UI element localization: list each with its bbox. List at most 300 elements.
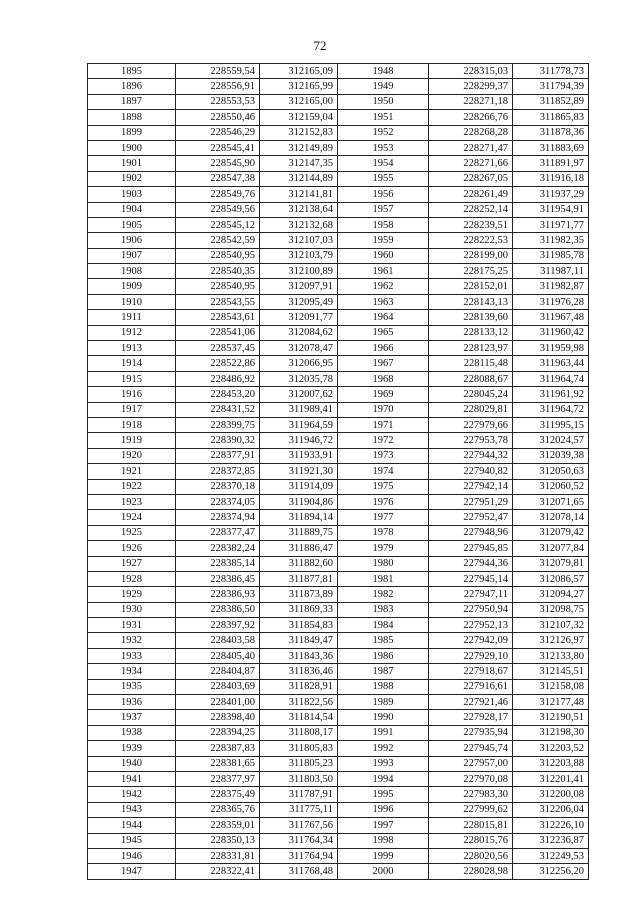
y-coordinate-cell: 311985,78 <box>513 248 589 263</box>
y-coordinate-cell: 311787,91 <box>260 787 338 802</box>
table-row <box>88 818 589 833</box>
y-coordinate-cell: 311768,48 <box>260 864 338 879</box>
point-number-cell: 1924 <box>88 510 176 525</box>
x-coordinate-cell: 228541,06 <box>176 325 260 340</box>
y-coordinate-cell: 312039,38 <box>513 448 589 463</box>
point-number-cell: 1915 <box>88 371 176 386</box>
y-coordinate-cell: 312206,04 <box>513 802 589 817</box>
x-coordinate-cell: 228549,56 <box>176 202 260 217</box>
y-coordinate-cell: 312094,27 <box>513 587 589 602</box>
x-coordinate-cell: 228399,75 <box>176 417 260 432</box>
y-coordinate-cell: 311882,60 <box>260 556 338 571</box>
point-number-cell: 1931 <box>88 618 176 633</box>
y-coordinate-cell: 311964,59 <box>260 417 338 432</box>
point-number-cell: 1971 <box>338 417 429 432</box>
table-row <box>88 217 589 232</box>
x-coordinate-cell: 227944,36 <box>429 556 513 571</box>
point-number-cell: 1974 <box>338 464 429 479</box>
x-coordinate-cell: 228385,14 <box>176 556 260 571</box>
table-row <box>88 771 589 786</box>
x-coordinate-cell: 228381,65 <box>176 756 260 771</box>
point-number-cell: 1975 <box>338 479 429 494</box>
point-number-cell: 1899 <box>88 125 176 140</box>
y-coordinate-cell: 312100,89 <box>260 264 338 279</box>
point-number-cell: 1964 <box>338 310 429 325</box>
y-coordinate-cell: 312141,81 <box>260 187 338 202</box>
table-row <box>88 633 589 648</box>
table-row <box>88 310 589 325</box>
x-coordinate-cell: 228522,86 <box>176 356 260 371</box>
y-coordinate-cell: 311989,41 <box>260 402 338 417</box>
y-coordinate-cell: 311987,11 <box>513 264 589 279</box>
y-coordinate-cell: 311964,74 <box>513 371 589 386</box>
point-number-cell: 1968 <box>338 371 429 386</box>
x-coordinate-cell: 228397,92 <box>176 618 260 633</box>
point-number-cell: 1897 <box>88 94 176 109</box>
y-coordinate-cell: 312097,91 <box>260 279 338 294</box>
point-number-cell: 1981 <box>338 571 429 586</box>
point-number-cell: 1960 <box>338 248 429 263</box>
table-row <box>88 233 589 248</box>
y-coordinate-cell: 311982,35 <box>513 233 589 248</box>
y-coordinate-cell: 312035,78 <box>260 371 338 386</box>
point-number-cell: 1954 <box>338 156 429 171</box>
y-coordinate-cell: 311852,89 <box>513 94 589 109</box>
x-coordinate-cell: 228556,91 <box>176 79 260 94</box>
x-coordinate-cell: 228252,14 <box>429 202 513 217</box>
y-coordinate-cell: 311878,36 <box>513 125 589 140</box>
page-number: 72 <box>313 38 327 53</box>
x-coordinate-cell: 228540,35 <box>176 264 260 279</box>
y-coordinate-cell: 312133,80 <box>513 648 589 663</box>
x-coordinate-cell: 227947,11 <box>429 587 513 602</box>
y-coordinate-cell: 312256,20 <box>513 864 589 879</box>
point-number-cell: 1950 <box>338 94 429 109</box>
point-number-cell: 1925 <box>88 525 176 540</box>
x-coordinate-cell: 228386,50 <box>176 602 260 617</box>
y-coordinate-cell: 312050,63 <box>513 464 589 479</box>
point-number-cell: 1958 <box>338 217 429 232</box>
point-number-cell: 1901 <box>88 156 176 171</box>
y-coordinate-cell: 311822,56 <box>260 695 338 710</box>
point-number-cell: 1919 <box>88 433 176 448</box>
point-number-cell: 1951 <box>338 110 429 125</box>
table-row <box>88 464 589 479</box>
table-row <box>88 864 589 879</box>
x-coordinate-cell: 227929,10 <box>429 648 513 663</box>
y-coordinate-cell: 312103,79 <box>260 248 338 263</box>
y-coordinate-cell: 312149,89 <box>260 140 338 155</box>
point-number-cell: 1909 <box>88 279 176 294</box>
point-number-cell: 1932 <box>88 633 176 648</box>
x-coordinate-cell: 228133,12 <box>429 325 513 340</box>
y-coordinate-cell: 312165,09 <box>260 64 338 79</box>
y-coordinate-cell: 312165,00 <box>260 94 338 109</box>
x-coordinate-cell: 228559,54 <box>176 64 260 79</box>
point-number-cell: 1938 <box>88 725 176 740</box>
y-coordinate-cell: 312091,77 <box>260 310 338 325</box>
point-number-cell: 1966 <box>338 341 429 356</box>
y-coordinate-cell: 312152,83 <box>260 125 338 140</box>
point-number-cell: 1904 <box>88 202 176 217</box>
table-row <box>88 695 589 710</box>
y-coordinate-cell: 311805,23 <box>260 756 338 771</box>
point-number-cell: 1979 <box>338 541 429 556</box>
x-coordinate-cell: 228088,67 <box>429 371 513 386</box>
y-coordinate-cell: 312249,53 <box>513 848 589 863</box>
y-coordinate-cell: 312084,62 <box>260 325 338 340</box>
point-number-cell: 1992 <box>338 741 429 756</box>
point-number-cell: 1967 <box>338 356 429 371</box>
y-coordinate-cell: 311894,14 <box>260 510 338 525</box>
point-number-cell: 1988 <box>338 679 429 694</box>
point-number-cell: 1903 <box>88 187 176 202</box>
x-coordinate-cell: 228222,53 <box>429 233 513 248</box>
y-coordinate-cell: 312086,57 <box>513 571 589 586</box>
y-coordinate-cell: 311767,56 <box>260 818 338 833</box>
table-row <box>88 279 589 294</box>
x-coordinate-cell: 228271,47 <box>429 140 513 155</box>
x-coordinate-cell: 228139,60 <box>429 310 513 325</box>
y-coordinate-cell: 311828,91 <box>260 679 338 694</box>
x-coordinate-cell: 228377,47 <box>176 525 260 540</box>
y-coordinate-cell: 311814,54 <box>260 710 338 725</box>
x-coordinate-cell: 228115,48 <box>429 356 513 371</box>
y-coordinate-cell: 312126,97 <box>513 633 589 648</box>
table-row <box>88 79 589 94</box>
y-coordinate-cell: 311836,46 <box>260 664 338 679</box>
x-coordinate-cell: 228377,91 <box>176 448 260 463</box>
point-number-cell: 1941 <box>88 771 176 786</box>
point-number-cell: 1999 <box>338 848 429 863</box>
x-coordinate-cell: 228377,97 <box>176 771 260 786</box>
y-coordinate-cell: 311849,47 <box>260 633 338 648</box>
x-coordinate-cell: 228199,00 <box>429 248 513 263</box>
x-coordinate-cell: 227999,62 <box>429 802 513 817</box>
x-coordinate-cell: 228404,87 <box>176 664 260 679</box>
table-row <box>88 417 589 432</box>
y-coordinate-cell: 312201,41 <box>513 771 589 786</box>
table-row <box>88 341 589 356</box>
table-row <box>88 648 589 663</box>
y-coordinate-cell: 312107,32 <box>513 618 589 633</box>
table-row <box>88 448 589 463</box>
point-number-cell: 1911 <box>88 310 176 325</box>
y-coordinate-cell: 312132,68 <box>260 217 338 232</box>
x-coordinate-cell: 227953,78 <box>429 433 513 448</box>
x-coordinate-cell: 228374,94 <box>176 510 260 525</box>
x-coordinate-cell: 228350,13 <box>176 833 260 848</box>
point-number-cell: 1946 <box>88 848 176 863</box>
point-number-cell: 1937 <box>88 710 176 725</box>
y-coordinate-cell: 312024,57 <box>513 433 589 448</box>
x-coordinate-cell: 228370,18 <box>176 479 260 494</box>
y-coordinate-cell: 312060,52 <box>513 479 589 494</box>
point-number-cell: 1923 <box>88 494 176 509</box>
y-coordinate-cell: 312145,51 <box>513 664 589 679</box>
x-coordinate-cell: 228537,45 <box>176 341 260 356</box>
y-coordinate-cell: 311959,98 <box>513 341 589 356</box>
x-coordinate-cell: 228394,25 <box>176 725 260 740</box>
y-coordinate-cell: 311937,29 <box>513 187 589 202</box>
x-coordinate-cell: 227951,29 <box>429 494 513 509</box>
y-coordinate-cell: 312079,81 <box>513 556 589 571</box>
point-number-cell: 1970 <box>338 402 429 417</box>
point-number-cell: 1978 <box>338 525 429 540</box>
y-coordinate-cell: 311775,11 <box>260 802 338 817</box>
point-number-cell: 1980 <box>338 556 429 571</box>
point-number-cell: 1984 <box>338 618 429 633</box>
point-number-cell: 1944 <box>88 818 176 833</box>
x-coordinate-cell: 228387,83 <box>176 741 260 756</box>
table-row <box>88 679 589 694</box>
y-coordinate-cell: 312107,03 <box>260 233 338 248</box>
point-number-cell: 1918 <box>88 417 176 432</box>
point-number-cell: 1895 <box>88 64 176 79</box>
point-number-cell: 1961 <box>338 264 429 279</box>
y-coordinate-cell: 312236,87 <box>513 833 589 848</box>
x-coordinate-cell: 228540,95 <box>176 279 260 294</box>
x-coordinate-cell: 228545,90 <box>176 156 260 171</box>
x-coordinate-cell: 228374,05 <box>176 494 260 509</box>
y-coordinate-cell: 312078,14 <box>513 510 589 525</box>
point-number-cell: 1940 <box>88 756 176 771</box>
y-coordinate-cell: 312071,65 <box>513 494 589 509</box>
y-coordinate-cell: 311916,18 <box>513 171 589 186</box>
point-number-cell: 1907 <box>88 248 176 263</box>
table-row <box>88 356 589 371</box>
point-number-cell: 1917 <box>88 402 176 417</box>
point-number-cell: 1921 <box>88 464 176 479</box>
table-row <box>88 525 589 540</box>
x-coordinate-cell: 228267,05 <box>429 171 513 186</box>
y-coordinate-cell: 311794,39 <box>513 79 589 94</box>
x-coordinate-cell: 228546,29 <box>176 125 260 140</box>
point-number-cell: 1952 <box>338 125 429 140</box>
y-coordinate-cell: 311995,15 <box>513 417 589 432</box>
x-coordinate-cell: 227970,08 <box>429 771 513 786</box>
point-number-cell: 1948 <box>338 64 429 79</box>
x-coordinate-cell: 228453,20 <box>176 387 260 402</box>
x-coordinate-cell: 228152,01 <box>429 279 513 294</box>
y-coordinate-cell: 311805,83 <box>260 741 338 756</box>
y-coordinate-cell: 312077,84 <box>513 541 589 556</box>
table-row <box>88 587 589 602</box>
x-coordinate-cell: 228386,93 <box>176 587 260 602</box>
point-number-cell: 1898 <box>88 110 176 125</box>
point-number-cell: 1993 <box>338 756 429 771</box>
point-number-cell: 1920 <box>88 448 176 463</box>
point-number-cell: 1947 <box>88 864 176 879</box>
point-number-cell: 1973 <box>338 448 429 463</box>
table-row <box>88 741 589 756</box>
point-number-cell: 1933 <box>88 648 176 663</box>
table-row <box>88 602 589 617</box>
x-coordinate-cell: 227944,32 <box>429 448 513 463</box>
point-number-cell: 1930 <box>88 602 176 617</box>
table-row <box>88 802 589 817</box>
x-coordinate-cell: 228543,61 <box>176 310 260 325</box>
table-row <box>88 756 589 771</box>
table-row <box>88 402 589 417</box>
point-number-cell: 1962 <box>338 279 429 294</box>
x-coordinate-cell: 228015,81 <box>429 818 513 833</box>
point-number-cell: 1936 <box>88 695 176 710</box>
y-coordinate-cell: 311904,86 <box>260 494 338 509</box>
point-number-cell: 2000 <box>338 864 429 879</box>
y-coordinate-cell: 311967,48 <box>513 310 589 325</box>
point-number-cell: 1913 <box>88 341 176 356</box>
x-coordinate-cell: 227957,00 <box>429 756 513 771</box>
coordinates-table <box>87 63 589 880</box>
coordinates-table-body <box>88 64 589 880</box>
point-number-cell: 1969 <box>338 387 429 402</box>
table-row <box>88 494 589 509</box>
x-coordinate-cell: 227916,61 <box>429 679 513 694</box>
x-coordinate-cell: 228359,01 <box>176 818 260 833</box>
point-number-cell: 1943 <box>88 802 176 817</box>
point-number-cell: 1990 <box>338 710 429 725</box>
x-coordinate-cell: 228261,49 <box>429 187 513 202</box>
x-coordinate-cell: 228540,95 <box>176 248 260 263</box>
y-coordinate-cell: 312144,89 <box>260 171 338 186</box>
y-coordinate-cell: 311933,91 <box>260 448 338 463</box>
table-row <box>88 125 589 140</box>
x-coordinate-cell: 228545,12 <box>176 217 260 232</box>
y-coordinate-cell: 311964,72 <box>513 402 589 417</box>
y-coordinate-cell: 312066,95 <box>260 356 338 371</box>
point-number-cell: 1972 <box>338 433 429 448</box>
y-coordinate-cell: 312007,62 <box>260 387 338 402</box>
table-row <box>88 787 589 802</box>
point-number-cell: 1986 <box>338 648 429 663</box>
x-coordinate-cell: 228266,76 <box>429 110 513 125</box>
x-coordinate-cell: 227979,66 <box>429 417 513 432</box>
x-coordinate-cell: 227952,47 <box>429 510 513 525</box>
x-coordinate-cell: 228545,41 <box>176 140 260 155</box>
table-row <box>88 541 589 556</box>
table-row <box>88 202 589 217</box>
y-coordinate-cell: 311982,87 <box>513 279 589 294</box>
x-coordinate-cell: 228331,81 <box>176 848 260 863</box>
x-coordinate-cell: 228390,32 <box>176 433 260 448</box>
x-coordinate-cell: 228045,24 <box>429 387 513 402</box>
table-row <box>88 264 589 279</box>
y-coordinate-cell: 312095,49 <box>260 294 338 309</box>
point-number-cell: 1955 <box>338 171 429 186</box>
x-coordinate-cell: 227945,85 <box>429 541 513 556</box>
point-number-cell: 1939 <box>88 741 176 756</box>
point-number-cell: 1906 <box>88 233 176 248</box>
x-coordinate-cell: 227928,17 <box>429 710 513 725</box>
x-coordinate-cell: 228372,85 <box>176 464 260 479</box>
y-coordinate-cell: 311869,33 <box>260 602 338 617</box>
table-row <box>88 848 589 863</box>
x-coordinate-cell: 227942,09 <box>429 633 513 648</box>
table-row <box>88 371 589 386</box>
table-row <box>88 479 589 494</box>
x-coordinate-cell: 228405,40 <box>176 648 260 663</box>
point-number-cell: 1963 <box>338 294 429 309</box>
y-coordinate-cell: 311954,91 <box>513 202 589 217</box>
y-coordinate-cell: 312200,08 <box>513 787 589 802</box>
point-number-cell: 1956 <box>338 187 429 202</box>
y-coordinate-cell: 311865,83 <box>513 110 589 125</box>
x-coordinate-cell: 228268,28 <box>429 125 513 140</box>
x-coordinate-cell: 228315,03 <box>429 64 513 79</box>
y-coordinate-cell: 311946,72 <box>260 433 338 448</box>
x-coordinate-cell: 228386,45 <box>176 571 260 586</box>
x-coordinate-cell: 228015,76 <box>429 833 513 848</box>
table-row <box>88 156 589 171</box>
x-coordinate-cell: 228175,25 <box>429 264 513 279</box>
point-number-cell: 1982 <box>338 587 429 602</box>
x-coordinate-cell: 228398,40 <box>176 710 260 725</box>
x-coordinate-cell: 228365,76 <box>176 802 260 817</box>
table-row <box>88 171 589 186</box>
point-number-cell: 1908 <box>88 264 176 279</box>
point-number-cell: 1983 <box>338 602 429 617</box>
point-number-cell: 1977 <box>338 510 429 525</box>
point-number-cell: 1916 <box>88 387 176 402</box>
x-coordinate-cell: 228401,00 <box>176 695 260 710</box>
point-number-cell: 1910 <box>88 294 176 309</box>
point-number-cell: 1942 <box>88 787 176 802</box>
point-number-cell: 1985 <box>338 633 429 648</box>
point-number-cell: 1935 <box>88 679 176 694</box>
y-coordinate-cell: 312203,52 <box>513 741 589 756</box>
table-row <box>88 110 589 125</box>
y-coordinate-cell: 311854,83 <box>260 618 338 633</box>
x-coordinate-cell: 228403,58 <box>176 633 260 648</box>
x-coordinate-cell: 227945,74 <box>429 741 513 756</box>
x-coordinate-cell: 228486,92 <box>176 371 260 386</box>
y-coordinate-cell: 312158,08 <box>513 679 589 694</box>
y-coordinate-cell: 311889,75 <box>260 525 338 540</box>
point-number-cell: 1912 <box>88 325 176 340</box>
point-number-cell: 1965 <box>338 325 429 340</box>
y-coordinate-cell: 311803,50 <box>260 771 338 786</box>
point-number-cell: 1928 <box>88 571 176 586</box>
x-coordinate-cell: 227948,96 <box>429 525 513 540</box>
x-coordinate-cell: 228029,81 <box>429 402 513 417</box>
y-coordinate-cell: 312190,51 <box>513 710 589 725</box>
point-number-cell: 1976 <box>338 494 429 509</box>
x-coordinate-cell: 228123,97 <box>429 341 513 356</box>
point-number-cell: 1995 <box>338 787 429 802</box>
y-coordinate-cell: 311778,73 <box>513 64 589 79</box>
point-number-cell: 1922 <box>88 479 176 494</box>
y-coordinate-cell: 312203,88 <box>513 756 589 771</box>
table-row <box>88 710 589 725</box>
y-coordinate-cell: 311914,09 <box>260 479 338 494</box>
point-number-cell: 1987 <box>338 664 429 679</box>
table-row <box>88 433 589 448</box>
point-number-cell: 1998 <box>338 833 429 848</box>
x-coordinate-cell: 228299,37 <box>429 79 513 94</box>
x-coordinate-cell: 228542,59 <box>176 233 260 248</box>
point-number-cell: 1989 <box>338 695 429 710</box>
y-coordinate-cell: 311873,89 <box>260 587 338 602</box>
point-number-cell: 1902 <box>88 171 176 186</box>
y-coordinate-cell: 312177,48 <box>513 695 589 710</box>
y-coordinate-cell: 311921,30 <box>260 464 338 479</box>
y-coordinate-cell: 312165,99 <box>260 79 338 94</box>
y-coordinate-cell: 311883,69 <box>513 140 589 155</box>
y-coordinate-cell: 311971,77 <box>513 217 589 232</box>
x-coordinate-cell: 228322,41 <box>176 864 260 879</box>
table-row <box>88 64 589 79</box>
